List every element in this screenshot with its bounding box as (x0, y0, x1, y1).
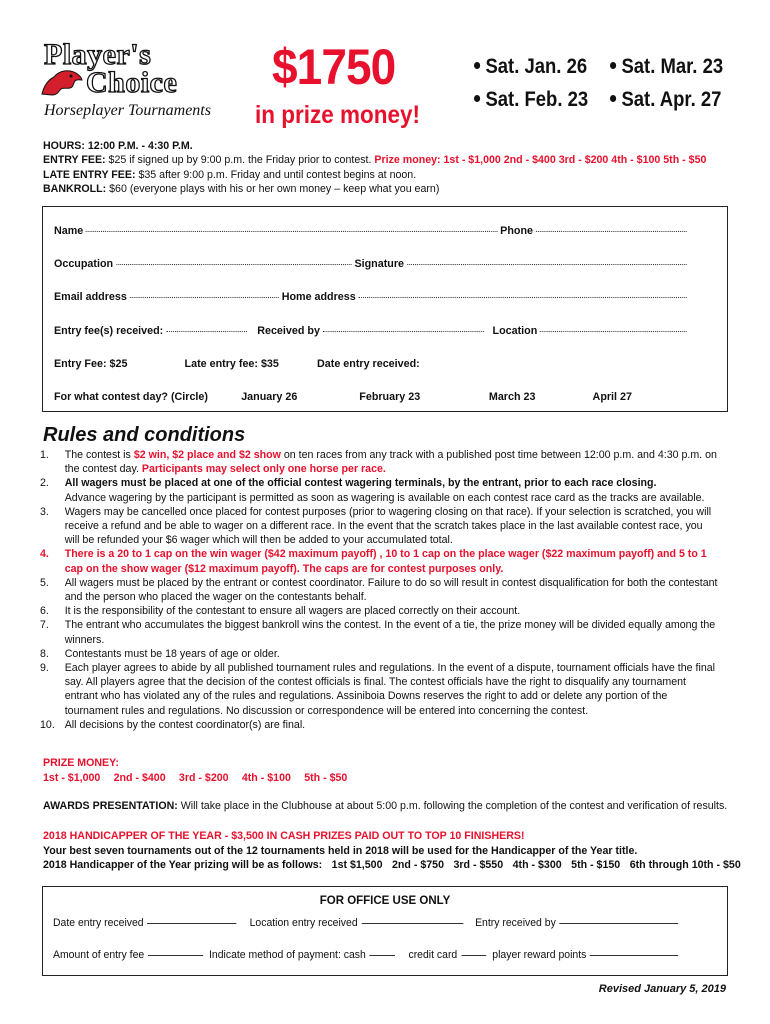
entry-fee-label: Entry Fee: $25 (54, 358, 128, 370)
logo-tagline: Horseplayer Tournaments (44, 102, 211, 119)
prize-amount: $1750 (272, 39, 396, 95)
rules-list (40, 448, 719, 732)
contest-day-option[interactable]: January 26 (241, 391, 298, 403)
form-row-contest-day (54, 391, 690, 403)
rules-heading: Rules and conditions (43, 424, 246, 446)
awards-presentation: AWARDS PRESENTATION: Will take place in the Clubhouse at about 5:00 p.m. following the completion of the contest and verification of results. (43, 800, 728, 812)
form-row-name (54, 225, 690, 237)
rule-item: 3. Wagers may be cancelled once placed for contest purposes (prior to wagering closing on that race). If your selection is scratched, you will receive a refund and be able to wager on a different race. In the event that the scratch takes place in the last available contest race, you will be refunded your $6 wager which will then be added to your accumulated total. (40, 505, 712, 547)
form-row-fees (54, 358, 690, 370)
amount-field[interactable] (148, 955, 203, 956)
signature-field[interactable] (407, 264, 687, 265)
rule-item: 10. All decisions by the contest coordinator(s) are final. (40, 718, 306, 731)
reward-points-field[interactable] (590, 955, 678, 956)
office-row-1: Date entry received Location entry received Entry received by (53, 917, 684, 929)
received-by-field[interactable] (323, 331, 484, 332)
contest-day-label: For what contest day? (Circle) (54, 391, 208, 403)
contest-day-option[interactable]: February 23 (359, 391, 421, 403)
credit-card-field[interactable] (461, 955, 487, 956)
phone-field[interactable] (536, 231, 687, 232)
form-row-address (54, 291, 690, 303)
home-address-field[interactable] (359, 297, 687, 298)
bankroll-line: BANKROLL: $60 (everyone plays with his or her own money – keep what you earn) (43, 183, 440, 196)
late-entry-fee-label: Late entry fee: $35 (184, 358, 279, 370)
form-row-receipt (54, 325, 690, 337)
occupation-field[interactable] (116, 264, 352, 265)
email-label: Email address (54, 291, 127, 303)
bullet-icon (474, 95, 480, 102)
late-entry-fee-line: LATE ENTRY FEE: $35 after 9:00 p.m. Friday and until contest begins at noon. (43, 168, 417, 181)
rule-item: 7. The entrant who accumulates the biggest bankroll wins the contest. In the event of a tie, the prize money will be divided equally among the winners. (40, 619, 716, 646)
location-field[interactable] (540, 331, 686, 332)
cash-field[interactable] (370, 955, 396, 956)
rule-item: 8. Contestants must be 18 years of age or older. (40, 647, 280, 660)
name-label: Name (54, 225, 84, 237)
form-row-occupation (54, 258, 690, 270)
contest-info (43, 139, 718, 197)
fees-received-field[interactable] (166, 331, 247, 332)
bullet-icon (474, 62, 480, 69)
rule-item: 9. Each player agrees to abide by all published tournament rules and regulations. In the event of a dispute, tournament officials have the final say. All players agree that the decision of the contest officials is final. The contest officials have the right to disqualify any tournament entrant who has violated any of the rules and regulations. Assiniboia Downs reserves the right to add or delete any portion of the tournament rules and regulations. No discussion or correspondence will be entered into concerning the contest. (40, 662, 716, 717)
location-entry-field[interactable] (361, 923, 463, 924)
contest-dates-column-1 (474, 52, 588, 118)
logo-word-players: Player's (44, 38, 152, 71)
horse-head-icon (40, 68, 84, 98)
bullet-icon (610, 62, 616, 69)
players-choice-logo (40, 38, 211, 128)
entry-received-by-field[interactable] (560, 923, 679, 924)
entry-fee-line: ENTRY FEE: $25 if signed up by 9:00 p.m. the Friday prior to contest. Prize money: 1st - $1,000 2nd - $400 3rd - $200 4th - $100 5th - $50 (43, 154, 707, 167)
occupation-label: Occupation (54, 258, 114, 270)
rule-item: 5. All wagers must be placed by the entrant or contest coordinator. Failure to do so will result in contest disqualification for both the contestant and the person who placed the wager on the contestants behalf. (40, 576, 718, 604)
home-address-label: Home address (281, 291, 356, 303)
handicapper-of-the-year: 2018 HANDICAPPER OF THE YEAR - $3,500 IN CASH PRIZES PAID OUT TO TOP 10 FINISHERS! Your best seven tournaments out of the 12 tournaments held in 2018 will be used for the Handicapper of the Year title. 2018 Handicapper of the Year prizing will be as follows: 1st $1,500 2nd - $750 3rd - $550 4th - $300 5th - $150 6th through 10th - $50 (43, 830, 741, 872)
contest-date: Sat. Jan. 26 (474, 52, 588, 85)
rule-item: 6. It is the responsibility of the contestant to ensure all wagers are placed correctly on their account. (40, 605, 521, 618)
received-by-label: Received by (257, 325, 320, 337)
rule-item: 4. There is a 20 to 1 cap on the win wager ($42 maximum payoff) , 10 to 1 cap on the place wager ($22 maximum payoff) and 5 to 1 cap on the show wager ($12 maximum payoff). The caps are for contest purposes only. (40, 548, 707, 575)
contest-day-option[interactable]: March 23 (488, 391, 536, 403)
date-entry-field[interactable] (147, 923, 236, 924)
prize-money-section (43, 756, 361, 786)
fees-received-label: Entry fee(s) received: (54, 325, 164, 337)
logo-word-choice: Choice (86, 66, 178, 99)
contest-day-option[interactable]: April 27 (592, 391, 632, 403)
office-use-box (42, 886, 728, 976)
prize-money-title: PRIZE MONEY: (43, 757, 119, 769)
office-use-title: FOR OFFICE USE ONLY (319, 895, 451, 907)
rule-item: 1. The contest is $2 win, $2 place and $2 show on ten races from any track with a published post time between 12:00 p.m. and 4:30 p.m. on the contest day. Participants may select only one horse per race. (40, 449, 717, 476)
bullet-icon (610, 95, 616, 102)
rule-item: 2. All wagers must be placed at one of the official contest wagering terminals, by the entrant, prior to each race closing. Advance wagering by the participant is permitted as soon as wagering is available on each contest race card as the tracks are available. (40, 477, 705, 504)
contest-dates-column-2 (610, 52, 723, 118)
phone-label: Phone (500, 225, 533, 237)
name-field[interactable] (86, 231, 497, 232)
email-field[interactable] (130, 297, 279, 298)
prize-subtitle: in prize money! (255, 101, 421, 129)
contest-date: Sat. Feb. 23 (474, 85, 588, 118)
contest-date: Sat. Mar. 23 (610, 52, 723, 85)
contest-date: Sat. Apr. 27 (610, 85, 723, 118)
office-row-2: Amount of entry fee Indicate method of payment: cash credit card player reward points (53, 949, 684, 961)
signature-label: Signature (354, 258, 404, 270)
prize-money-values: 1st - $1,000 2nd - $400 3rd - $200 4th - $100 5th - $50 (43, 772, 348, 784)
revised-date: Revised January 5, 2019 (598, 983, 726, 995)
date-received-label: Date entry received: (317, 358, 420, 370)
hours-line: HOURS: 12:00 P.M. - 4:30 P.M. (43, 140, 193, 152)
entry-form (42, 206, 728, 412)
location-label: Location (492, 325, 538, 337)
